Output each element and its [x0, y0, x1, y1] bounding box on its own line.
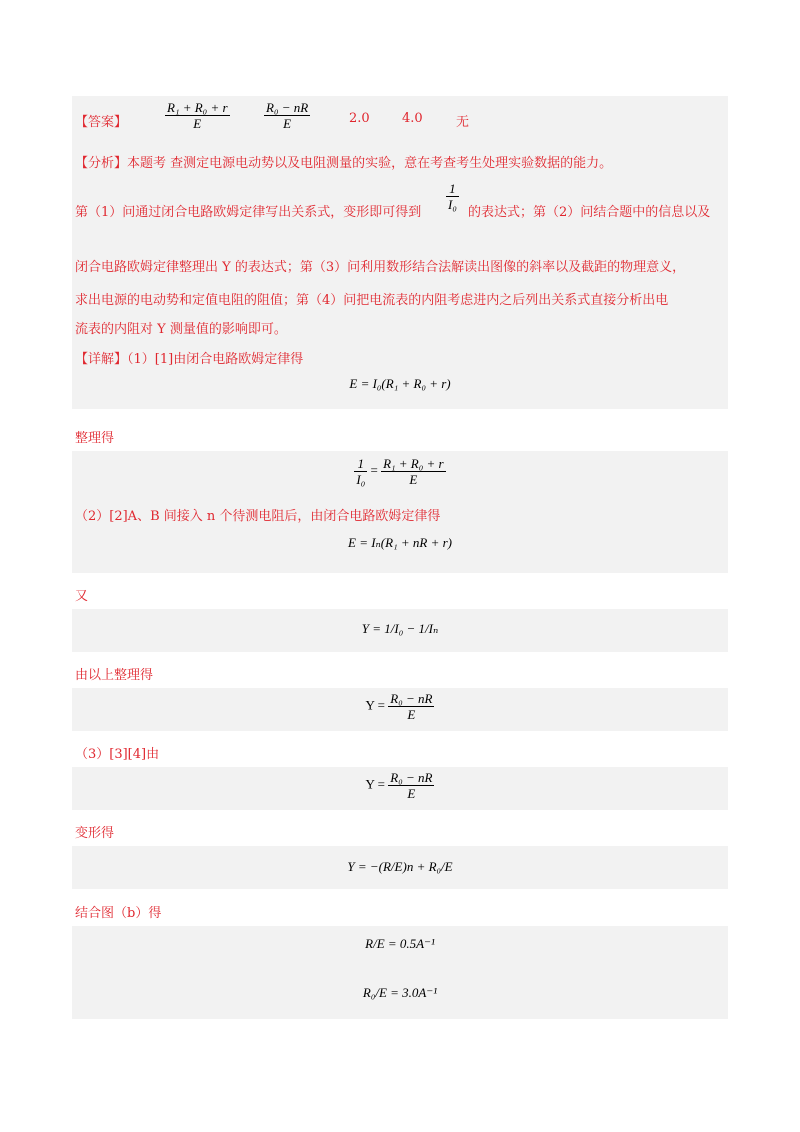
detail-step6: （3）[3][4]由 — [75, 747, 160, 762]
answer-fraction-2 — [264, 100, 310, 131]
analysis-text-2a: 第（1）问通过闭合电路欧姆定律写出关系式，变形即可得到 — [75, 205, 422, 220]
answer-f2-num: R₀ − nR — [266, 100, 309, 115]
eq2-rhs-den: E — [409, 472, 418, 487]
answer-f1-den: E — [193, 116, 202, 131]
eq2-lhs-den: I₀ — [356, 472, 366, 487]
detail-step2: 整理得 — [75, 431, 115, 446]
analysis-label: 【分析】 — [75, 156, 128, 171]
eq6-lhs: Y = — [365, 776, 386, 792]
analysis-line3: 闭合电路欧姆定律整理出 Y 的表达式；第（3）问利用数形结合法解读出图像的斜率以及截距的物理意义， — [75, 260, 686, 275]
equation-9: R₀/E = 3.0A⁻¹ — [362, 985, 438, 1000]
analysis-line4: 求出电源的电动势和定值电阻的阻值；第（4）问把电流表的内阻考虑进内之后列出关系式直接分析出电 — [75, 293, 669, 308]
analysis-line2 — [75, 201, 421, 220]
answer-f2-den: E — [283, 116, 292, 131]
analysis-text-2b: 的表达式；第（2）问结合题中的信息以及 — [468, 205, 711, 220]
equation-4: Y = 1/I₀ − 1/Iₙ — [361, 621, 439, 636]
equation-3: E = Iₙ(R₁ + nR + r) — [348, 535, 452, 550]
eq5-lhs: Y = — [365, 697, 386, 713]
answer-f1-num: R₁ + R₀ + r — [167, 100, 228, 115]
detail-step1: （1）[1]由闭合电路欧姆定律得 — [127, 352, 304, 367]
equation-8: R/E = 0.5A⁻¹ — [365, 936, 435, 951]
answer-value-2: 4.0 — [402, 111, 423, 126]
equation-1: E = I₀(R₁ + R₀ + r) — [349, 376, 451, 391]
equation-2: $\frac{1}{\text{I₀}}$ = $\frac{\text{R₁ + R₀ + r}}{E}$ — [356, 456, 444, 487]
detail-step3: （2）[2]A、B 间接入 n 个待测电阻后，由闭合电路欧姆定律得 — [75, 509, 441, 524]
answer-fraction-1 — [165, 100, 230, 131]
equation-5 — [0, 691, 800, 722]
analysis-inline-fraction — [446, 181, 459, 212]
answer-label: 【答案】 — [75, 115, 128, 130]
eq5-num: R₀ − nR — [390, 691, 433, 706]
detail-label: 【详解】 — [75, 352, 128, 367]
answer-value-1: 2.0 — [349, 111, 370, 126]
detail-step7: 变形得 — [75, 826, 115, 841]
eq5-den: E — [407, 707, 416, 722]
equation-6 — [0, 770, 800, 801]
equation-7: Y = −(R/E)n + R₀/E — [347, 859, 453, 874]
analysis-text-1: 本题考 查测定电源电动势以及电阻测量的实验，意在考查考生处理实验数据的能力。 — [127, 156, 613, 171]
eq2-rhs-num: R₁ + R₀ + r — [383, 456, 444, 471]
analysis-line5: 流表的内阻对 Y 测量值的影响即可。 — [75, 322, 287, 337]
detail-line1 — [75, 348, 303, 367]
detail-step4: 又 — [75, 589, 89, 604]
eq6-num: R₀ − nR — [390, 770, 433, 785]
eq6-den: E — [407, 786, 416, 801]
detail-step8: 结合图（b）得 — [75, 906, 162, 921]
analysis-frac-den: I₀ — [448, 197, 457, 212]
detail-step5: 由以上整理得 — [75, 668, 154, 683]
analysis-line1 — [75, 152, 612, 171]
analysis-frac-num: 1 — [446, 181, 459, 197]
eq2-lhs-num: 1 — [354, 456, 367, 472]
answer-value-3: 无 — [456, 115, 470, 130]
